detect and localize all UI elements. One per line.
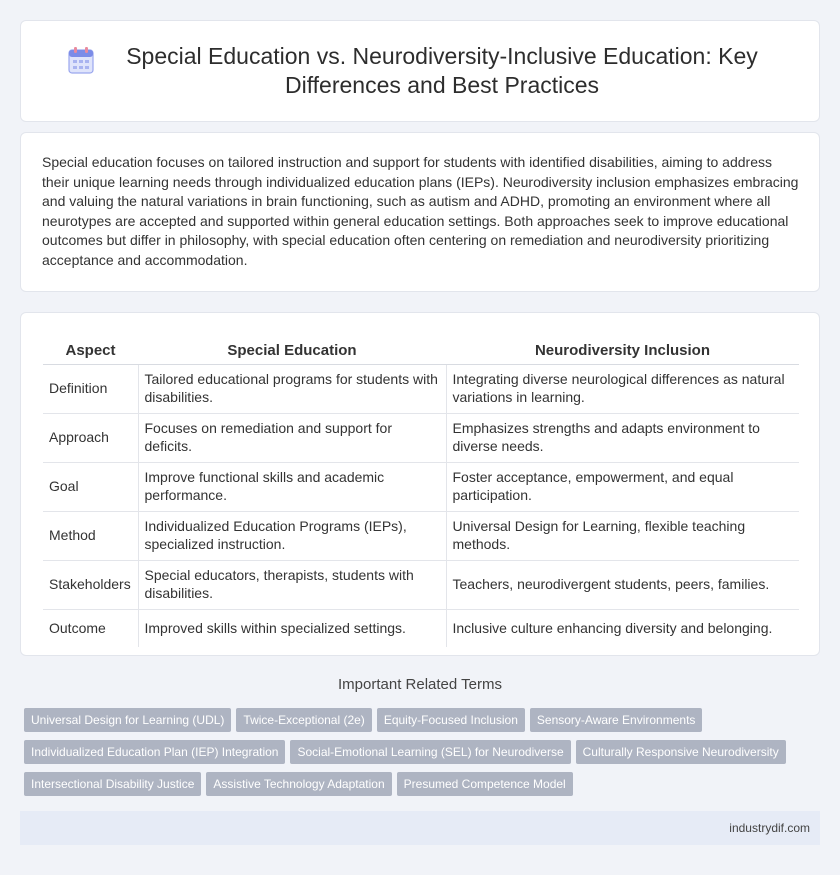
special-education-cell: Focuses on remediation and support for deficits. [138, 413, 446, 462]
aspect-cell: Definition [43, 364, 138, 413]
table-row [43, 413, 799, 462]
comparison-table [43, 333, 799, 647]
related-terms-title: Important Related Terms [338, 676, 502, 693]
aspect-cell: Goal [43, 462, 138, 511]
column-header-aspect: Aspect [43, 333, 138, 364]
special-education-cell: Tailored educational programs for students with disabilities. [138, 364, 446, 413]
term-chip[interactable]: Twice-Exceptional (2e) [236, 708, 371, 732]
calendar-icon [68, 46, 94, 74]
table-row [43, 609, 799, 647]
header-card [20, 20, 820, 122]
aspect-cell: Stakeholders [43, 560, 138, 609]
intro-card [20, 132, 820, 292]
special-education-cell: Improve functional skills and academic performance. [138, 462, 446, 511]
term-chip[interactable]: Universal Design for Learning (UDL) [24, 708, 231, 732]
column-header-neurodiversity-inclusion: Neurodiversity Inclusion [446, 333, 799, 364]
neurodiversity-inclusion-cell: Foster acceptance, empowerment, and equal participation. [446, 462, 799, 511]
table-row [43, 560, 799, 609]
special-education-cell: Special educators, therapists, students with disabilities. [138, 560, 446, 609]
special-education-cell: Improved skills within specialized settings. [138, 609, 446, 647]
neurodiversity-inclusion-cell: Integrating diverse neurological differences as natural variations in learning. [446, 364, 799, 413]
aspect-cell: Approach [43, 413, 138, 462]
footer [20, 811, 820, 845]
table-row [43, 511, 799, 560]
term-chip[interactable]: Equity-Focused Inclusion [377, 708, 525, 732]
page-title: Special Education vs. Neurodiversity-Inclusive Education: Key Differences and Best Practices [126, 43, 758, 98]
term-chip[interactable]: Individualized Education Plan (IEP) Integration [24, 740, 285, 764]
intro-paragraph: Special education focuses on tailored instruction and support for students with identified disabilities, aiming to address their unique learning needs through individualized education plans (IEPs). Neurodiversity inclusion emphasizes embracing and valuing the natural variations in brain functioning, such as autism and ADHD, promoting an environment where all neurotypes are accepted and supported within general education settings. Both approaches seek to improve educational outcomes but differ in philosophy, with special education often centering on remediation and neurodiversity prioritizing acceptance and accommodation. [42, 154, 799, 268]
term-chip[interactable]: Culturally Responsive Neurodiversity [576, 740, 786, 764]
table-row [43, 462, 799, 511]
table-header-row [43, 333, 799, 364]
term-chip[interactable]: Assistive Technology Adaptation [206, 772, 391, 796]
neurodiversity-inclusion-cell: Teachers, neurodivergent students, peers, families. [446, 560, 799, 609]
comparison-table-card [20, 312, 820, 656]
column-header-special-education: Special Education [138, 333, 446, 364]
aspect-cell: Method [43, 511, 138, 560]
term-chip[interactable]: Sensory-Aware Environments [530, 708, 703, 732]
aspect-cell: Outcome [49, 619, 106, 636]
neurodiversity-inclusion-cell: Emphasizes strengths and adapts environment to diverse needs. [446, 413, 799, 462]
related-terms-list [24, 708, 824, 804]
table-row [43, 364, 799, 413]
term-chip[interactable]: Intersectional Disability Justice [24, 772, 201, 796]
footer-site-link[interactable]: industrydif.com [729, 821, 810, 835]
special-education-cell: Individualized Education Programs (IEPs), specialized instruction. [138, 511, 446, 560]
term-chip[interactable]: Social-Emotional Learning (SEL) for Neurodiverse [290, 740, 570, 764]
neurodiversity-inclusion-cell: Inclusive culture enhancing diversity and belonging. [446, 609, 799, 647]
neurodiversity-inclusion-cell: Universal Design for Learning, flexible teaching methods. [446, 511, 799, 560]
term-chip[interactable]: Presumed Competence Model [397, 772, 573, 796]
